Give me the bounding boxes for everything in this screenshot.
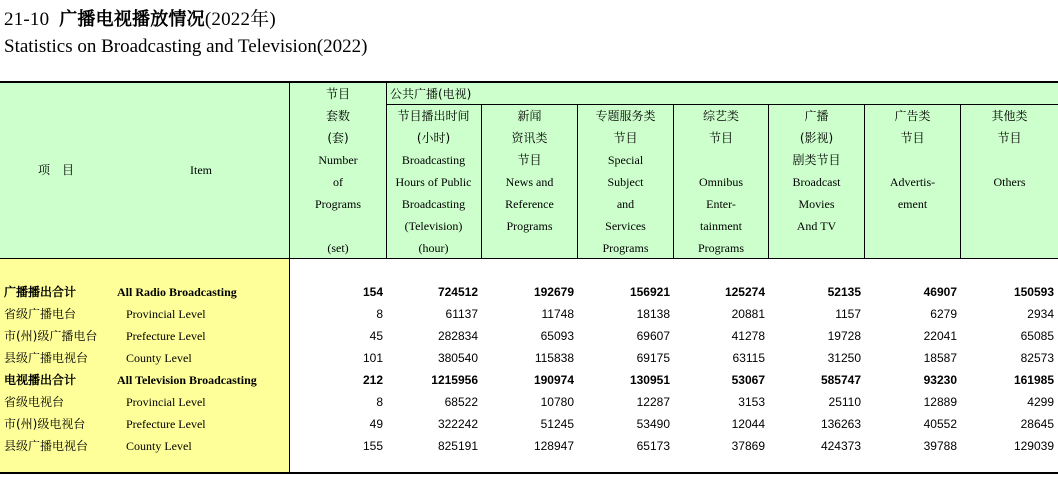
table-cell: 115838: [534, 351, 574, 365]
table-cell: 20881: [731, 307, 765, 321]
item-header-cn: 项 目: [38, 163, 75, 177]
table-number: 21-10: [4, 9, 50, 30]
table-cell: 212: [362, 373, 383, 387]
row-label-en: Provincial Level: [126, 395, 206, 409]
table-cell: 11748: [541, 307, 574, 321]
page-title-en: Statistics on Broadcasting and Television(2022): [4, 36, 368, 57]
row-label-cn: 市(州)级广播电台: [4, 329, 98, 343]
table-cell: 4299: [1027, 395, 1054, 409]
table-cell: 161985: [1013, 373, 1054, 387]
table-cell: 65093: [540, 329, 574, 343]
table-cell: 6279: [930, 307, 957, 321]
header-bottom-rule: [0, 258, 1058, 259]
table-cell: 380540: [437, 351, 478, 365]
table-cell: 724512: [437, 285, 478, 299]
table-cell: 155: [362, 439, 383, 453]
col-header-advertisement: 广告类 节目 Advertis- ement: [889, 109, 936, 211]
table-cell: 101: [362, 351, 383, 365]
table-cell: 40552: [923, 417, 957, 431]
row-label-cn: 县级广播电视台: [4, 439, 89, 453]
table-cell: 53490: [636, 417, 670, 431]
table-cell: 10780: [540, 395, 574, 409]
table-cell: 65173: [636, 439, 670, 453]
table-cell: 3153: [738, 395, 765, 409]
table-cell: 322242: [437, 417, 478, 431]
table-cell: 45: [369, 329, 383, 343]
table-cell: 424373: [820, 439, 861, 453]
table-cell: 2934: [1027, 307, 1054, 321]
row-label-cn: 市(州)级电视台: [4, 417, 86, 431]
row-label-cn: 省级广播电台: [4, 307, 77, 321]
table-cell: 130951: [629, 373, 670, 387]
table-cell: 69175: [636, 351, 670, 365]
row-label-en: All Television Broadcasting: [117, 373, 257, 387]
page-title-cn: [4, 4, 276, 31]
table-cell: 12287: [636, 395, 670, 409]
table-cell: 28645: [1020, 417, 1054, 431]
table-cell: 150593: [1013, 285, 1054, 299]
row-label-cn: 电视播出合计: [4, 373, 77, 387]
col-header-programs: 节目 套数 (套) Number of Programs (set): [315, 87, 361, 255]
table-cell: 49: [369, 417, 383, 431]
row-label-cn: 县级广播电视台: [4, 351, 89, 365]
top-rule: [0, 81, 1058, 83]
row-label-en: Prefecture Level: [126, 417, 206, 431]
item-header-en: Item: [190, 163, 212, 177]
col-header-others: 其他类 节目 Others: [991, 109, 1028, 189]
row-label-en: Prefecture Level: [126, 329, 206, 343]
table-cell: 129039: [1013, 439, 1054, 453]
col-header-hours: 节目播出时间 (小时) Broadcasting Hours of Public Broadcasting (Television) (hour): [395, 109, 472, 255]
table-cell: 192679: [533, 285, 574, 299]
table-cell: 8: [376, 307, 383, 321]
table-cell: 37869: [731, 439, 765, 453]
row-label-en: All Radio Broadcasting: [117, 285, 237, 299]
table-cell: 31250: [827, 351, 861, 365]
table-cell: 63115: [732, 351, 765, 365]
row-label-en: County Level: [126, 351, 192, 365]
col-header-drama: 广播 (影视) 剧类节目 Broadcast Movies And TV: [792, 109, 841, 233]
table-cell: 93230: [923, 373, 957, 387]
col-header-omnibus: 综艺类 节目 Omnibus Enter- tainment Programs: [698, 109, 744, 255]
table-cell: 69607: [636, 329, 670, 343]
table-cell: 12044: [731, 417, 765, 431]
table-cell: 51245: [540, 417, 574, 431]
title-year: (2022年): [204, 9, 276, 30]
table-cell: 282834: [437, 329, 478, 343]
row-label-cn: 省级电视台: [4, 395, 65, 409]
table-cell: 22041: [923, 329, 957, 343]
title-cn-text: 广播电视播放情况: [59, 9, 205, 30]
col-header-news: 新闻 资讯类 节目 News and Reference Programs: [505, 109, 554, 233]
table-cell: 156921: [629, 285, 670, 299]
table-cell: 65085: [1020, 329, 1054, 343]
table-cell: 8: [376, 395, 383, 409]
bottom-rule: [0, 472, 1058, 474]
table-cell: 12889: [923, 395, 957, 409]
table-cell: 53067: [731, 373, 765, 387]
table-cell: 25110: [828, 395, 861, 409]
group-header: 公共广播(电视): [390, 87, 472, 101]
table-cell: 1157: [835, 307, 861, 321]
table-cell: 18587: [923, 351, 957, 365]
table-cell: 125274: [724, 285, 765, 299]
table-cell: 585747: [820, 373, 861, 387]
table-cell: 1215956: [431, 373, 478, 387]
table-cell: 52135: [827, 285, 861, 299]
table-cell: 68522: [444, 395, 478, 409]
table-cell: 41278: [731, 329, 765, 343]
col-header-special: 专题服务类 节目 Special Subject and Services Programs: [595, 109, 656, 255]
table-cell: 19728: [827, 329, 861, 343]
table-cell: 128947: [533, 439, 574, 453]
table-cell: 154: [362, 285, 383, 299]
table-cell: 190974: [533, 373, 574, 387]
table-cell: 46907: [923, 285, 957, 299]
table-cell: 18138: [636, 307, 670, 321]
table-cell: 136263: [820, 417, 861, 431]
table-cell: 61137: [445, 307, 478, 321]
row-label-cn: 广播播出合计: [4, 285, 77, 299]
table-cell: 825191: [437, 439, 478, 453]
table-cell: 39788: [923, 439, 957, 453]
table-cell: 82573: [1020, 351, 1054, 365]
row-label-en: Provincial Level: [126, 307, 206, 321]
row-label-en: County Level: [126, 439, 192, 453]
